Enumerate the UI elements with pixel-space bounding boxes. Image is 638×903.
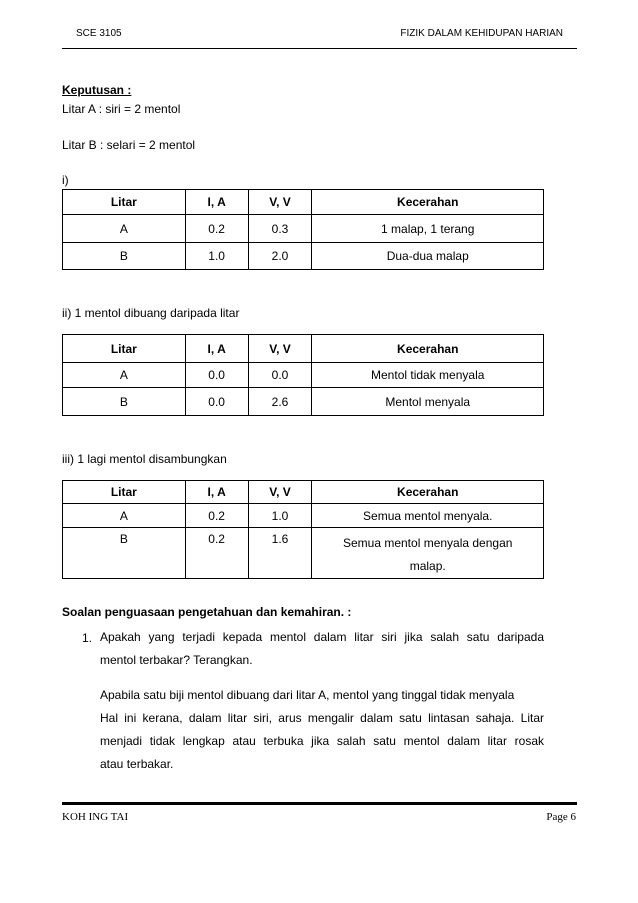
cell-kecerahan: 1 malap, 1 terang: [312, 215, 544, 243]
cell-current: 1.0: [185, 243, 248, 270]
keputusan-litar-a: Litar A : siri = 2 mentol: [62, 102, 181, 116]
cell-litar: A: [63, 504, 186, 528]
header-current: I, A: [185, 190, 248, 215]
cell-current: 0.2: [185, 215, 248, 243]
cell-kecerahan: [312, 528, 544, 579]
header-kecerahan: Kecerahan: [312, 335, 544, 363]
table-row: [63, 243, 544, 270]
cell-kecerahan: Dua-dua malap: [312, 243, 544, 270]
cell-kecerahan-line: malap.: [409, 559, 446, 573]
cell-litar: B: [63, 528, 186, 579]
answer-line: Hal ini kerana, dalam litar siri, arus mengalir dalam satu lintasan sahaja. Litar: [100, 711, 544, 725]
cell-litar: B: [63, 243, 186, 270]
header-rule: [62, 48, 577, 49]
answer-line: Apabila satu biji mentol dibuang dari litar A, mentol yang tinggal tidak menyala: [100, 688, 515, 702]
header-litar: Litar: [63, 335, 186, 363]
cell-voltage: 0.3: [248, 215, 312, 243]
soalan-heading: Soalan penguasaan pengetahuan dan kemahiran. :: [62, 605, 352, 619]
table-header-row: [63, 481, 544, 504]
cell-kecerahan: Mentol tidak menyala: [312, 363, 544, 388]
cell-kecerahan-line: Semua mentol menyala dengan: [342, 536, 513, 550]
table-row: [63, 215, 544, 243]
header-voltage: V, V: [248, 335, 312, 363]
cell-voltage: 2.6: [248, 388, 312, 416]
cell-litar: A: [63, 215, 186, 243]
table-row: [63, 388, 544, 416]
cell-voltage: 1.6: [248, 528, 312, 579]
question-line: mentol terbakar? Terangkan.: [100, 653, 253, 667]
answer-line: menjadi tidak lengkap atau terbuka jika salah satu mentol dalam litar rosak: [100, 734, 544, 748]
footer-rule: [62, 802, 577, 805]
cell-current: 0.2: [185, 528, 248, 579]
cell-current: 0.0: [185, 363, 248, 388]
cell-kecerahan: Semua mentol menyala.: [312, 504, 544, 528]
section1-label: i): [62, 173, 69, 187]
header-litar: Litar: [63, 481, 186, 504]
answer-line: atau terbakar.: [100, 757, 174, 771]
cell-voltage: 1.0: [248, 504, 312, 528]
question-number: 1.: [82, 631, 93, 645]
section3-label: iii) 1 lagi mentol disambungkan: [62, 452, 227, 466]
header-kecerahan: Kecerahan: [312, 190, 544, 215]
keputusan-heading: Keputusan :: [62, 83, 132, 97]
cell-current: 0.0: [185, 388, 248, 416]
table-row: [63, 504, 544, 528]
cell-voltage: 2.0: [248, 243, 312, 270]
header-litar: Litar: [63, 190, 186, 215]
table-row: [63, 528, 544, 579]
cell-litar: B: [63, 388, 186, 416]
question-text: [100, 626, 544, 672]
header-course-title: FIZIK DALAM KEHIDUPAN HARIAN: [400, 28, 563, 39]
keputusan-litar-b: Litar B : selari = 2 mentol: [62, 138, 196, 152]
table-section1: [62, 189, 544, 270]
header-kecerahan: Kecerahan: [312, 481, 544, 504]
answer-text: [100, 684, 544, 776]
table-section3: [62, 480, 544, 579]
table-row: [63, 363, 544, 388]
table-header-row: [63, 190, 544, 215]
cell-voltage: 0.0: [248, 363, 312, 388]
table-section2: [62, 334, 544, 416]
header-voltage: V, V: [248, 190, 312, 215]
table-header-row: [63, 335, 544, 363]
header-course-code: SCE 3105: [76, 28, 122, 39]
cell-kecerahan: Mentol menyala: [312, 388, 544, 416]
footer-author: KOH ING TAI: [62, 811, 129, 823]
cell-current: 0.2: [185, 504, 248, 528]
header-current: I, A: [185, 481, 248, 504]
header-current: I, A: [185, 335, 248, 363]
footer-page-number: Page 6: [546, 811, 576, 823]
section2-label: ii) 1 mentol dibuang daripada litar: [62, 306, 240, 320]
header-voltage: V, V: [248, 481, 312, 504]
cell-litar: A: [63, 363, 186, 388]
question-line: Apakah yang terjadi kepada mentol dalam litar siri jika salah satu daripada: [100, 630, 544, 644]
